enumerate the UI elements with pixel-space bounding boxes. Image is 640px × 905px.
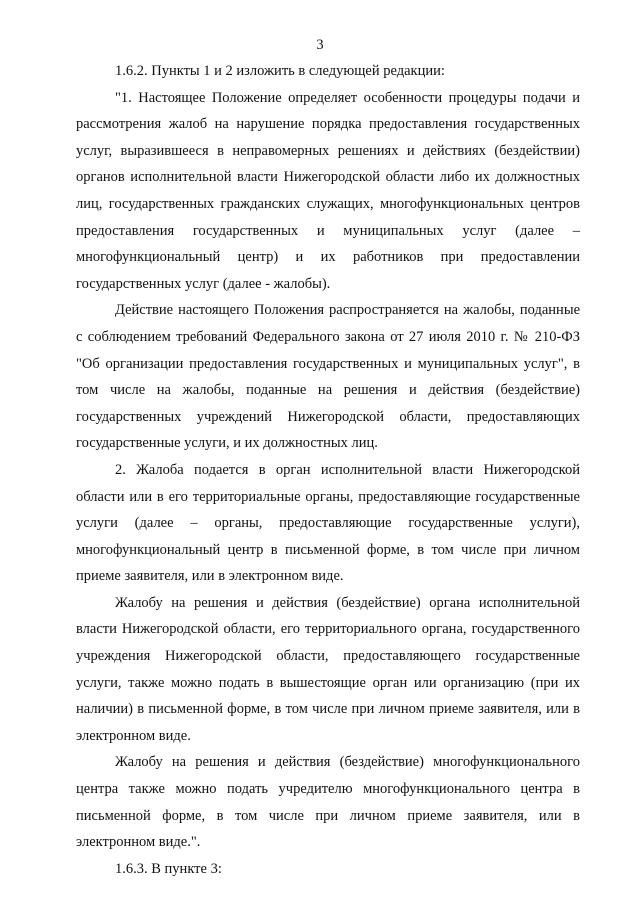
paragraph-clause-1-scope: Действие настоящего Положения распространяется на жалобы, поданные с соблюдением требований Федерального закона от 27 июля 2010 г. № 210-ФЗ "Об организации предоставления государственных и муниципальных услуг", в том числе на жалобы, поданные на решения и действия (бездействие) государственных учреждений Нижегородской области, предоставляющих государственные услуги, и их должностных лиц. — [76, 302, 580, 452]
paragraph-amendment-next: 1.6.3. В пункте 3: — [115, 860, 222, 877]
paragraph-clause-2: 2. Жалоба подается в орган исполнительной власти Нижегородской области или в его территориальные органы, предоставляющие государственные услуги (далее – органы, предоставляющие государственные услуги), многофункциональный центр в письменной форме, в том числе при личном приеме заявителя, или в электронном виде. — [76, 461, 580, 585]
paragraph-clause-2-mfc-founder: Жалобу на решения и действия (бездействие) многофункционального центра также можно подать учредителю многофункционального центра в письменной форме, в том числе при личном приеме заявителя, или в электронном виде.". — [76, 754, 580, 851]
paragraph-clause-2-higher-authority: Жалобу на решения и действия (бездействие) органа исполнительной власти Нижегородской области, его территориального органа, государственного учреждения Нижегородской области, предоставляющего государственные услуги, также можно подать в вышестоящие орган или организацию (при их наличии) в письменной форме, в том числе при личном приеме заявителя, или в электронном виде. — [76, 594, 580, 744]
paragraph-clause-1: "1. Настоящее Положение определяет особенности процедуры подачи и рассмотрения жалоб на нарушение порядка предоставления государственных услуг, выразившееся в неправомерных решениях и действиях (бездействии) органов исполнительной власти Нижегородской области либо их должностных лиц, государственных гражданских служащих, многофункциональных центров предоставления государственных и муниципальных услуг (далее – многофункциональный центр) и их работников при предоставлении государственных услуг (далее - жалобы). — [76, 89, 580, 292]
page-number: 3 — [316, 37, 324, 53]
paragraph-amendment-intro: 1.6.2. Пункты 1 и 2 изложить в следующей редакции: — [115, 63, 445, 79]
document-body — [76, 58, 580, 882]
